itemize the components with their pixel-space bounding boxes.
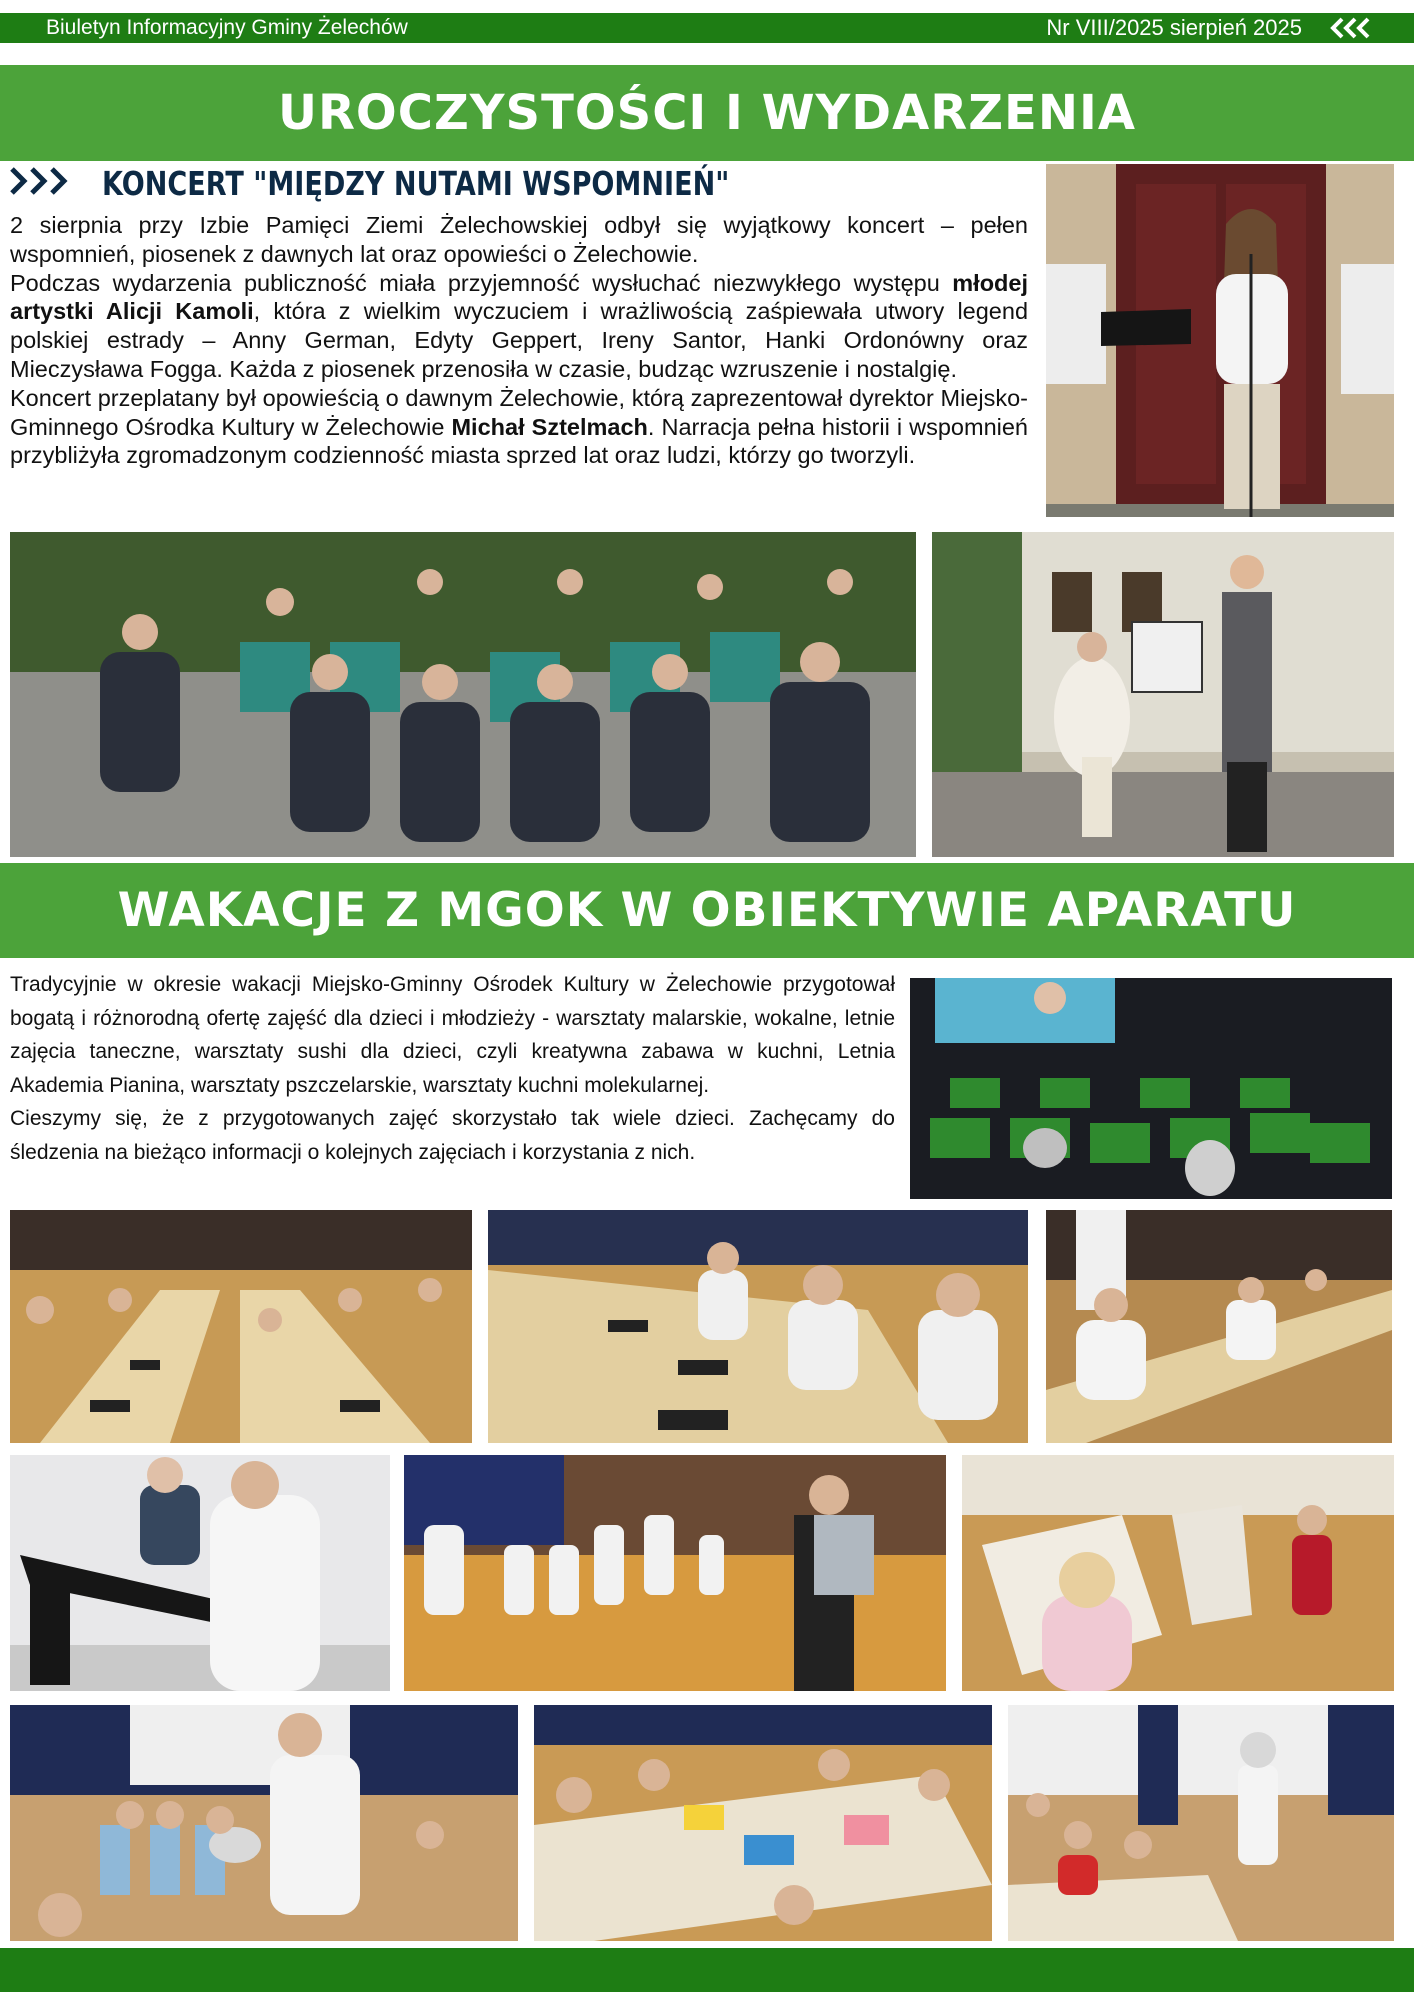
singer-photo: [1046, 164, 1394, 517]
dance-class-photo: [404, 1455, 946, 1691]
bulletin-title: Biuletyn Informacyjny Gminy Żelechów: [46, 16, 408, 39]
text-span: Podczas wydarzenia publiczność miała przyjemność wysłuchać niezwykłego występu: [10, 269, 953, 296]
triple-chevron-right-icon: [8, 163, 74, 204]
wakacje-paragraph-1: Tradycyjnie w okresie wakacji Miejsko-Gminny Ośrodek Kultury w Żelechowie przygotował bogatą i różnorodną ofertę zajęść dla dzieci i młodzieży - warsztaty malarskie, wokalne, letnie zajęcia taneczne, warsztaty sushi dla dzieci, czyli kreatywna zabawa w kuchni, Letnia Akademia Pianina, warsztaty pszczelarskie, warsztaty kuchni molekularnej.: [10, 973, 895, 1097]
concert-title: KONCERT "MIĘDZY NUTAMI WSPOMNIEŃ": [102, 163, 730, 203]
artist-name: młodej artystki Alicji Kamoli: [10, 269, 1028, 325]
triple-chevron-left-icon: [1328, 16, 1376, 49]
sushi-workshop-photo-3: [1046, 1210, 1392, 1443]
section-title-uroczystosci: UROCZYSTOŚCI I WYDARZENIA: [0, 65, 1414, 161]
header-bar: [0, 13, 1414, 43]
concert-article: [10, 211, 1028, 470]
text-span: , która z wielkim wyczuciem i wrażliwością zaśpiewała utwory legend polskiej estrady – Anny German, Edyty Geppert, Ireny Santor, Hanki Ordonówny oraz Mieczysława Fogga. Każda z piosenek przenosiła w czasie, budząc wzruszenie i nostalgię.: [10, 298, 1029, 382]
concert-paragraph-2: [10, 269, 1028, 384]
arts-crafts-photo: [534, 1705, 992, 1941]
text-span: Koncert przeplatany był opowieścią o dawnym Żelechowie, którą zaprezentował dyrektor Miejsko-Gminnego Ośrodka Kultury w Żelechowie: [10, 384, 1028, 440]
concert-paragraph-1: 2 sierpnia przy Izbie Pamięci Ziemi Żelechowskiej odbył się wyjątkowy koncert – pełen wspomnień, piosenek z dawnych lat oraz opowieści o Żelechowie.: [10, 212, 1028, 267]
wakacje-article: [10, 968, 895, 1169]
piano-lesson-photo: [10, 1455, 390, 1691]
footer-bar: [0, 1948, 1414, 1992]
wakacje-paragraph-2: Cieszymy się, że z przygotowanych zajęć skorzystało tak wiele dzieci. Zachęcamy do śledzenia na bieżąco informacji o kolejnych zajęciach i korzystania z nich.: [10, 1107, 895, 1164]
outdoor-cinema-photo: [910, 978, 1392, 1199]
sushi-workshop-photo-1: [10, 1210, 472, 1443]
audience-photo: [10, 532, 916, 857]
concert-subheading: [8, 160, 867, 206]
beekeeping-workshop-photo: [1008, 1705, 1394, 1941]
issue-number: Nr VIII/2025 sierpień 2025: [1046, 15, 1302, 40]
molecular-cooking-photo: [10, 1705, 518, 1941]
painting-workshop-photo: [962, 1455, 1394, 1691]
text-span: . Narracja pełna historii i wspomnień przybliżyła zgromadzonym codzienność miasta sprzed lat oraz ludzi, którzy go tworzyli.: [10, 413, 1028, 469]
concert-paragraph-3: [10, 384, 1028, 470]
director-speaking-photo: [932, 532, 1394, 857]
sushi-workshop-photo-2: [488, 1210, 1028, 1443]
section-title-wakacje: WAKACJE Z MGOK W OBIEKTYWIE APARATU: [0, 863, 1414, 958]
director-name: Michał Sztelmach: [451, 413, 648, 440]
